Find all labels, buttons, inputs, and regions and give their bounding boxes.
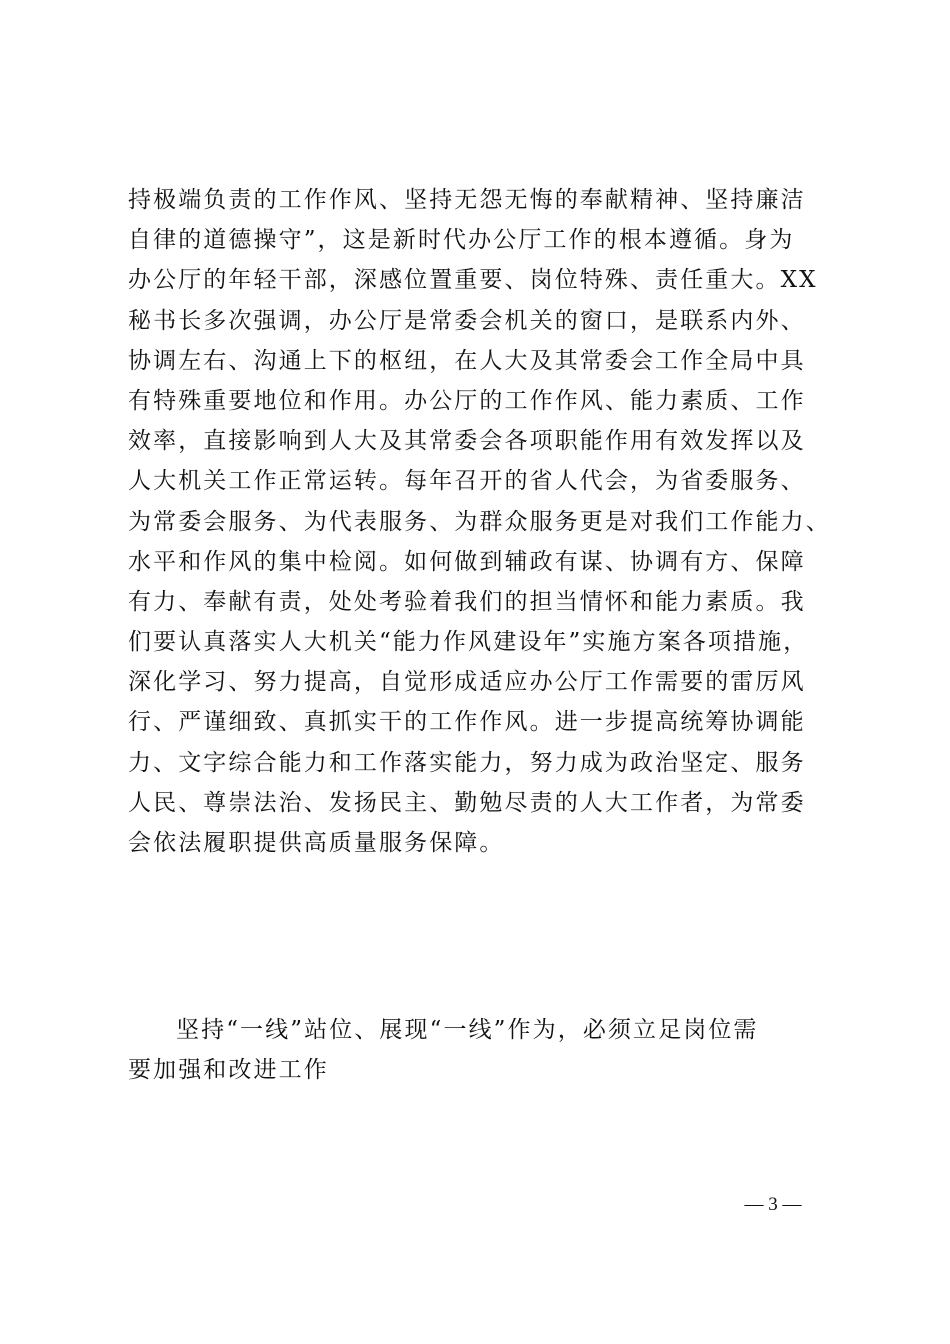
heading-line: 坚持“一线”站位、展现“一线”作为，必须立足岗位需 [176, 1017, 759, 1043]
text-line: 为常委会服务、为代表服务、为群众服务更是对我们工作能力、 [128, 508, 831, 535]
text-line: 有特殊重要地位和作用。办公厅的工作作风、能力素质、工作 [128, 387, 806, 414]
text-line: 有力、奉献有责，处处考验着我们的担当情怀和能力素质。我 [128, 588, 806, 615]
text-line: 自律的道德操守”，这是新时代办公厅工作的根本遵循。身为 [128, 227, 795, 254]
text-line: 人民、尊崇法治、发扬民主、勤勉尽责的人大工作者，为常委 [128, 789, 806, 816]
text-line: 持极端负责的工作作风、坚持无怨无悔的奉献精神、坚持廉洁 [128, 187, 806, 213]
text-line: 行、严谨细致、真抓实干的工作作风。进一步提高统筹协调能 [128, 709, 806, 736]
text-line: 们要认真落实人大机关“能力作风建设年”实施方案各项措施， [128, 629, 809, 656]
heading-line: 要加强和改进工作 [128, 1057, 329, 1083]
section-heading [128, 1010, 828, 1090]
text-line: 秘书长多次强调，办公厅是常委会机关的窗口，是联系内外、 [128, 307, 806, 334]
text-line: 力、文字综合能力和工作落实能力，努力成为政治坚定、服务 [128, 749, 806, 776]
text-line: 效率，直接影响到人大及其常委会各项职能作用有效发挥以及 [128, 428, 806, 455]
body-paragraph [128, 180, 831, 863]
text-line: 水平和作风的集中检阅。如何做到辅政有谋、协调有方、保障 [128, 548, 806, 575]
page-number: — 3 — [744, 1194, 802, 1215]
text-line: 办公厅的年轻干部，深感位置重要、岗位特殊、责任重大。XX [128, 267, 818, 294]
text-line: 人大机关工作正常运转。每年召开的省人代会，为省委服务、 [128, 468, 806, 495]
text-line: 深化学习、努力提高，自觉形成适应办公厅工作需要的雷厉风 [128, 669, 806, 696]
text-line: 协调左右、沟通上下的枢纽，在人大及其常委会工作全局中具 [128, 347, 806, 374]
text-line: 会依法履职提供高质量服务保障。 [128, 830, 505, 856]
